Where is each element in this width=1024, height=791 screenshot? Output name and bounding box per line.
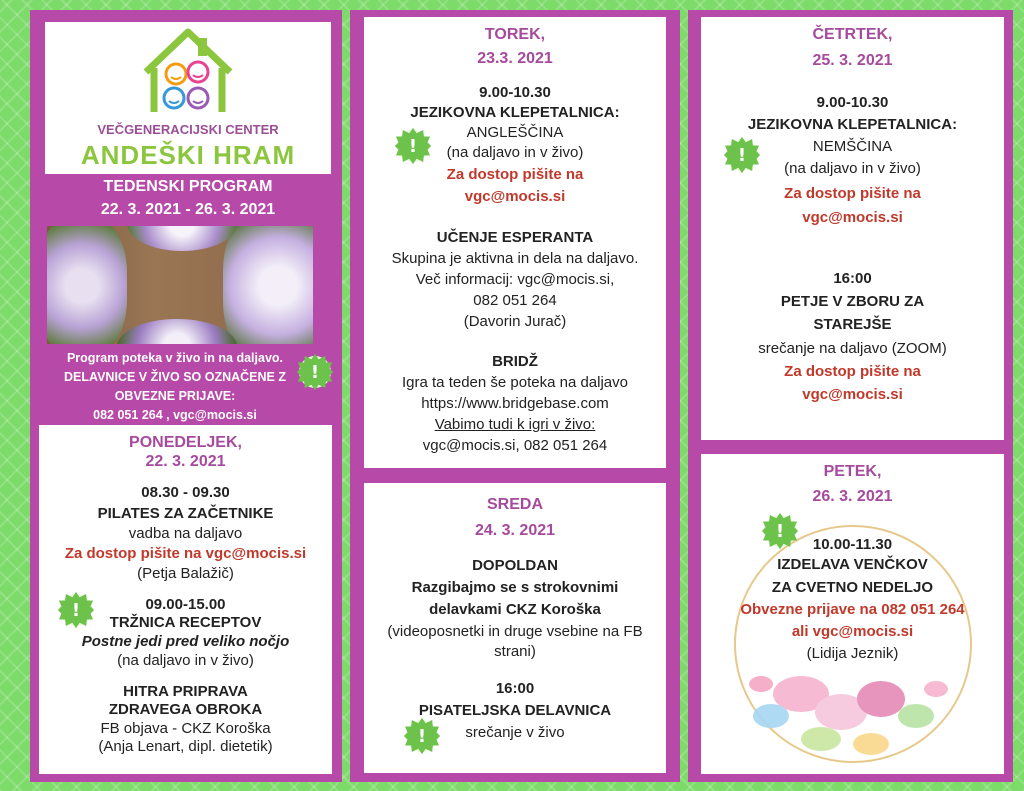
tuesday-e2-l1: Skupina je aktivna in dela na daljavo.	[391, 250, 639, 267]
logo-box	[45, 22, 331, 174]
monday-e1-desc: vadba na daljavo	[128, 525, 243, 542]
wednesday-day: SREDA	[486, 496, 543, 513]
thursday-e2-desc: srečanje na daljavo (ZOOM)	[758, 340, 947, 357]
thursday-date: 25. 3. 2021	[812, 52, 893, 69]
tuesday-e3-l1: Igra ta teden še poteka na daljavo	[402, 374, 628, 391]
monday-e2-desc: (na daljavo in v živo)	[117, 652, 254, 669]
monday-e1-time: 08.30 - 09.30	[141, 484, 230, 501]
wednesday-e2-title: PISATELJSKA DELAVNICA	[418, 702, 612, 719]
tuesday-e1-title: JEZIKOVNA KLEPETALNICA:	[410, 104, 620, 121]
friday-e1-title1: IZDELAVA VENČKOV	[777, 556, 928, 573]
house-logo-icon	[138, 26, 238, 118]
monday-e3-title1: HITRA PRIPRAVA	[123, 683, 248, 700]
info-line4: 082 051 264 , vgc@mocis.si	[93, 408, 257, 422]
monday-card	[39, 425, 332, 774]
friday-e1-time: 10.00-11.30	[812, 536, 893, 553]
wednesday-e1-title2: Razgibajmo se s strokovnimi	[411, 579, 619, 596]
wednesday-e1-title1: DOPOLDAN	[472, 557, 558, 574]
tuesday-e3-l2: https://www.bridgebase.com	[421, 395, 609, 412]
wednesday-card	[364, 483, 666, 773]
tuesday-e2-title: UČENJE ESPERANTA	[436, 229, 594, 246]
monday-date: 22. 3. 2021	[145, 453, 226, 470]
thursday-e1-time: 9.00-10.30	[816, 94, 889, 111]
tuesday-e1-contact2: vgc@mocis.si	[464, 188, 566, 205]
program-dates: 22. 3. 2021 - 26. 3. 2021	[100, 201, 276, 218]
thursday-e1-contact2: vgc@mocis.si	[802, 209, 903, 226]
monday-e3-desc: FB objava - CKZ Koroška	[100, 720, 271, 737]
monday-e1-contact: Za dostop pišite na vgc@mocis.si	[64, 545, 307, 562]
thursday-e2-contact2: vgc@mocis.si	[802, 386, 903, 403]
monday-e2-sub: Postne jedi pred veliko nočjo	[81, 633, 290, 650]
tuesday-e3-l3: Vabimo tudi k igri v živo:	[434, 416, 596, 433]
thursday-e1-desc: (na daljavo in v živo)	[784, 160, 921, 177]
thursday-day: ČETRTEK,	[812, 26, 893, 43]
thursday-card	[701, 17, 1004, 440]
thursday-e1-lang: NEMŠČINA	[812, 138, 893, 155]
monday-e1-title: PILATES ZA ZAČETNIKE	[97, 505, 274, 522]
friday-e1-person: (Lidija Jeznik)	[806, 645, 899, 662]
org-name-line2: ANDEŠKI HRAM	[80, 140, 296, 170]
thursday-e1-title: JEZIKOVNA KLEPETALNICA:	[747, 116, 958, 133]
live-badge-icon: !	[302, 359, 328, 385]
wednesday-date: 24. 3. 2021	[474, 522, 556, 539]
org-name-line1: VEČGENERACIJSKI CENTER	[97, 122, 279, 137]
monday-live-badge-icon: !	[63, 597, 89, 623]
tuesday-date: 23.3. 2021	[477, 50, 553, 67]
wednesday-e2-time: 16:00	[495, 680, 535, 697]
tuesday-e3-title: BRIDŽ	[492, 353, 538, 370]
tuesday-e2-l4: (Davorin Jurač)	[463, 313, 567, 330]
monday-e2-time: 09.00-15.00	[145, 596, 226, 613]
thursday-live-badge-icon: !	[729, 142, 755, 168]
monday-e1-person: (Petja Balažič)	[137, 565, 234, 582]
tuesday-e1-desc: (na daljavo in v živo)	[446, 144, 584, 161]
info-line1: Program poteka v živo in na daljavo.	[66, 351, 284, 365]
thursday-e2-title1: PETJE V ZBORU ZA	[780, 293, 925, 310]
friday-e1-title2: ZA CVETNO NEDELJO	[771, 579, 934, 596]
thursday-e2-contact1: Za dostop pišite na	[784, 363, 921, 380]
friday-live-badge-icon: !	[767, 518, 793, 544]
wednesday-e1-desc1: (videoposnetki in druge vsebine na FB	[387, 623, 643, 640]
friday-e1-contact1: Obvezne prijave na 082 051 264	[740, 601, 965, 618]
wednesday-e2-desc: srečanje v živo	[465, 724, 565, 741]
info-line3: OBVEZNE PRIJAVE:	[114, 389, 236, 403]
thursday-e2-time: 16:00	[833, 270, 872, 287]
tuesday-e3-l4: vgc@mocis.si, 082 051 264	[422, 437, 608, 454]
wednesday-live-badge-icon: !	[409, 723, 435, 749]
wednesday-e1-title3: delavkami CKZ Koroška	[429, 601, 601, 618]
monday-e3-person: (Anja Lenart, dipl. dietetik)	[98, 738, 273, 755]
tuesday-e2-l3: 082 051 264	[473, 292, 557, 309]
tuesday-e1-time: 9.00-10.30	[479, 84, 551, 101]
program-title: TEDENSKI PROGRAM	[103, 178, 273, 195]
info-block	[40, 349, 310, 425]
tuesday-e2-l2: Več informacij: vgc@mocis.si,	[415, 271, 615, 288]
tuesday-card	[364, 17, 666, 468]
friday-date: 26. 3. 2021	[812, 488, 893, 505]
tuesday-e1-contact1: Za dostop pišite na	[446, 166, 584, 183]
tuesday-live-badge-icon: !	[400, 133, 426, 159]
thursday-e2-title2: STAREJŠE	[813, 316, 892, 333]
monday-day: PONEDELJEK,	[129, 434, 242, 451]
tuesday-day: TOREK,	[484, 26, 546, 43]
monday-e3-title2: ZDRAVEGA OBROKA	[108, 701, 263, 718]
thursday-e1-contact1: Za dostop pišite na	[784, 185, 921, 202]
tuesday-e1-lang: ANGLEŠČINA	[466, 124, 564, 141]
wednesday-e1-desc2: strani)	[494, 643, 536, 660]
monday-e2-title: TRŽNICA RECEPTOV	[109, 614, 262, 631]
friday-e1-contact2: ali vgc@mocis.si	[791, 623, 914, 640]
info-line2: DELAVNICE V ŽIVO SO OZNAČENE Z	[63, 370, 286, 384]
friday-card	[701, 454, 1004, 774]
friday-day: PETEK,	[823, 463, 882, 480]
lilac-wreath-image	[47, 226, 313, 344]
